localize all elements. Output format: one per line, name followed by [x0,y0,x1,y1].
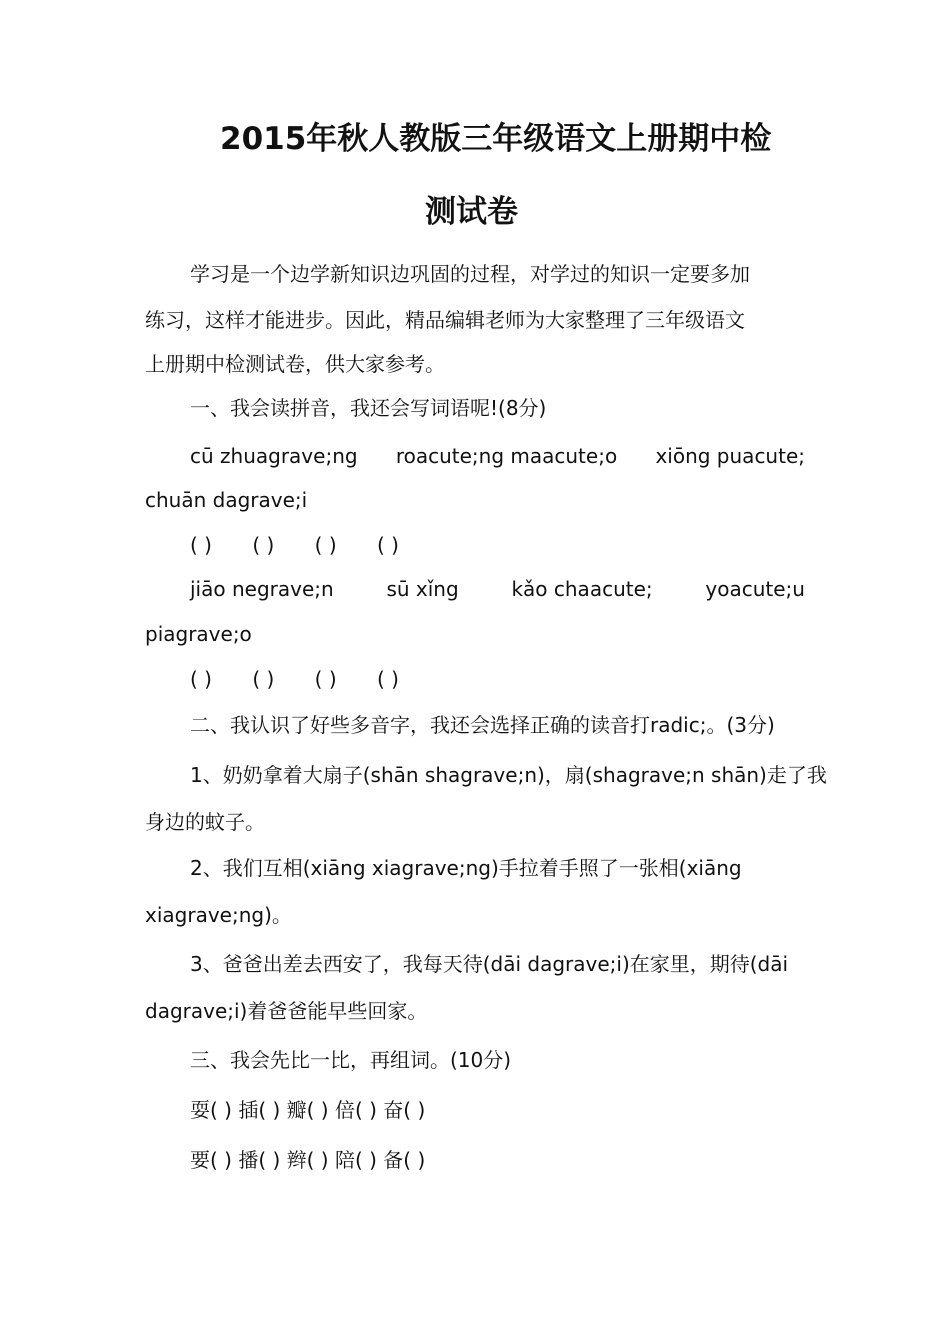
answer-blanks-row1 [190,533,433,557]
answer-blank: ( ) [190,667,212,691]
section2-heading: 二、我认识了好些多音字，我还会选择正确的读音打radic;。(3分) [190,713,775,737]
pinyin-item: sū xǐng [386,577,459,601]
document-title-line2: 测试卷 [425,194,518,230]
intro-line1: 学习是一个边学新知识边巩固的过程，对学过的知识一定要多加 [190,262,750,286]
answer-blank: ( ) [252,533,275,557]
intro-line2: 练习，这样才能进步。因此，精品编辑老师为大家整理了三年级语文 [145,308,745,332]
question1-line1: 1、奶奶拿着大扇子(shān shagrave;n)，扇(shagrave;n shān)走了我 [190,763,827,787]
pinyin-row1-wrap: chuān dagrave;i [145,488,308,512]
question1-line2: 身边的蚊子。 [145,810,265,834]
section1-heading: 一、我会读拼音，我还会写词语呢!(8分) [190,396,547,420]
pinyin-row2-wrap: piagrave;o [145,622,252,646]
question3-line2: dagrave;i)着爸爸能早些回家。 [145,999,428,1023]
pinyin-item: yoacute;u [705,577,805,601]
section3-heading: 三、我会先比一比，再组词。(10分) [190,1048,512,1072]
answer-blank: ( ) [314,667,337,691]
pinyin-item: cū zhuagrave;ng [190,444,358,468]
pinyin-row2 [190,577,805,601]
answer-blank: ( ) [376,667,399,691]
answer-blank: ( ) [314,533,337,557]
answer-blank: ( ) [376,533,399,557]
document-title-line1: 2015年秋人教版三年级语文上册期中检 [220,121,772,157]
question2-line2: xiagrave;ng)。 [145,903,292,927]
intro-line3: 上册期中检测试卷，供大家参考。 [145,352,445,376]
question2-line1: 2、我们互相(xiāng xiagrave;ng)手拉着手照了一张相(xiāng [190,856,742,880]
word-compare-row1: 耍( ) 插( ) 瓣( ) 倍( ) 奋( ) [190,1098,426,1122]
question3-line1: 3、爸爸出差去西安了，我每天待(dāi dagrave;i)在家里，期待(dāi [190,952,789,976]
answer-blanks-row2 [190,667,433,691]
answer-blank: ( ) [252,667,275,691]
pinyin-row1 [190,444,805,468]
pinyin-item: xiōng puacute; [655,444,805,468]
answer-blank: ( ) [190,533,212,557]
word-compare-row2: 要( ) 播( ) 辫( ) 陪( ) 备( ) [190,1148,426,1172]
pinyin-item: kǎo chaacute; [511,577,653,601]
pinyin-item: jiāo negrave;n [190,577,334,601]
pinyin-item: roacute;ng maacute;o [395,444,618,468]
